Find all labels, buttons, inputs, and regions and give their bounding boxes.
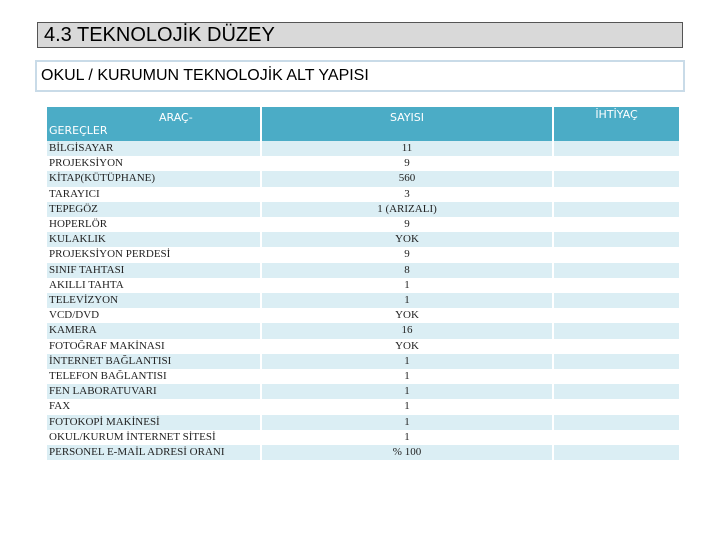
equipment-need: [554, 339, 679, 354]
equipment-name: FEN LABORATUVARI: [47, 384, 260, 399]
table-row: [47, 399, 679, 414]
equipment-need: [554, 323, 679, 338]
table-row: [47, 415, 679, 430]
equipment-count: 1: [262, 430, 552, 445]
equipment-count: % 100: [262, 445, 552, 460]
equipment-count: 1: [262, 415, 552, 430]
equipment-count: 1: [262, 293, 552, 308]
table-row: [47, 445, 679, 460]
equipment-name: PROJEKSİYON: [47, 156, 260, 171]
equipment-name: PROJEKSİYON PERDESİ: [47, 247, 260, 262]
equipment-count: 1: [262, 278, 552, 293]
table-row: [47, 339, 679, 354]
table-row: [47, 430, 679, 445]
table-row: [47, 156, 679, 171]
equipment-need: [554, 141, 679, 156]
table-row: [47, 308, 679, 323]
header-equipment-line1: ARAÇ-: [159, 111, 193, 124]
equipment-need: [554, 308, 679, 323]
equipment-count: 11: [262, 141, 552, 156]
section-subtitle-bar: [35, 60, 685, 92]
equipment-name: KAMERA: [47, 323, 260, 338]
section-subtitle: OKUL / KURUMUN TEKNOLOJİK ALT YAPISI: [41, 67, 369, 84]
equipment-name: OKUL/KURUM İNTERNET SİTESİ: [47, 430, 260, 445]
equipment-need: [554, 415, 679, 430]
equipment-name: BİLGİSAYAR: [47, 141, 260, 156]
equipment-count: 1: [262, 354, 552, 369]
equipment-name: TELEVİZYON: [47, 293, 260, 308]
equipment-count: 1: [262, 384, 552, 399]
table-row: [47, 187, 679, 202]
equipment-count: YOK: [262, 308, 552, 323]
equipment-need: [554, 369, 679, 384]
equipment-name: FOTOKOPİ MAKİNESİ: [47, 415, 260, 430]
page-title-bar: [37, 22, 683, 48]
header-equipment-line2: GEREÇLER: [49, 124, 108, 137]
equipment-need: [554, 384, 679, 399]
equipment-count: 1: [262, 369, 552, 384]
equipment-need: [554, 430, 679, 445]
equipment-need: [554, 232, 679, 247]
table-row: [47, 369, 679, 384]
equipment-need: [554, 156, 679, 171]
table-row: [47, 278, 679, 293]
equipment-need: [554, 354, 679, 369]
equipment-name: İNTERNET BAĞLANTISI: [47, 354, 260, 369]
equipment-need: [554, 293, 679, 308]
equipment-need: [554, 445, 679, 460]
equipment-name: SINIF TAHTASI: [47, 263, 260, 278]
table-row: [47, 263, 679, 278]
equipment-count: 9: [262, 247, 552, 262]
page-title: 4.3 TEKNOLOJİK DÜZEY: [44, 24, 275, 46]
equipment-need: [554, 278, 679, 293]
table-header-row: [47, 107, 679, 141]
table-row: [47, 384, 679, 399]
header-count: SAYISI: [262, 107, 552, 141]
table-row: [47, 217, 679, 232]
equipment-need: [554, 399, 679, 414]
table-row: [47, 247, 679, 262]
table-row: [47, 354, 679, 369]
technology-table: [45, 107, 681, 460]
equipment-name: FAX: [47, 399, 260, 414]
equipment-name: AKILLI TAHTA: [47, 278, 260, 293]
equipment-count: YOK: [262, 339, 552, 354]
table-row: [47, 202, 679, 217]
equipment-name: FOTOĞRAF MAKİNASI: [47, 339, 260, 354]
equipment-need: [554, 202, 679, 217]
equipment-count: YOK: [262, 232, 552, 247]
equipment-name: VCD/DVD: [47, 308, 260, 323]
table-body: [47, 141, 679, 460]
equipment-count: 16: [262, 323, 552, 338]
header-need: İHTİYAÇ: [554, 107, 679, 141]
table-row: [47, 323, 679, 338]
equipment-name: HOPERLÖR: [47, 217, 260, 232]
equipment-need: [554, 217, 679, 232]
equipment-count: 1: [262, 399, 552, 414]
equipment-name: TEPEGÖZ: [47, 202, 260, 217]
equipment-count: 9: [262, 156, 552, 171]
table-row: [47, 141, 679, 156]
equipment-name: KULAKLIK: [47, 232, 260, 247]
equipment-count: 9: [262, 217, 552, 232]
table-row: [47, 232, 679, 247]
equipment-count: 8: [262, 263, 552, 278]
equipment-name: KİTAP(KÜTÜPHANE): [47, 171, 260, 186]
equipment-count: 560: [262, 171, 552, 186]
equipment-need: [554, 263, 679, 278]
equipment-need: [554, 187, 679, 202]
table-row: [47, 171, 679, 186]
equipment-name: PERSONEL E-MAİL ADRESİ ORANI: [47, 445, 260, 460]
header-equipment: [47, 107, 260, 141]
equipment-need: [554, 247, 679, 262]
equipment-count: 1 (ARIZALI): [262, 202, 552, 217]
equipment-name: TELEFON BAĞLANTISI: [47, 369, 260, 384]
equipment-name: TARAYICI: [47, 187, 260, 202]
table-row: [47, 293, 679, 308]
equipment-need: [554, 171, 679, 186]
equipment-count: 3: [262, 187, 552, 202]
